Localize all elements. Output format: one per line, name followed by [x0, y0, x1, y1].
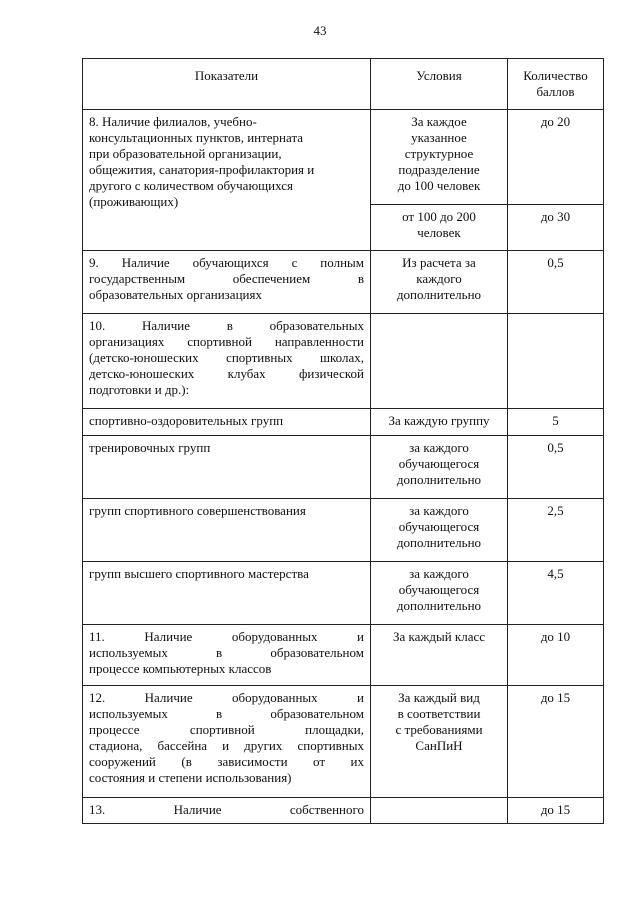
indicator-9: [83, 251, 371, 314]
table-row: [83, 499, 604, 562]
indicator-text: сооружений (в зависимости от их: [89, 754, 364, 769]
indicator-10a: спортивно-оздоровительных групп: [83, 409, 371, 436]
indicator-text: (детско-юношеских спортивных школах,: [89, 350, 364, 365]
indicator-10: [83, 314, 371, 409]
indicator-text: при образовательной организации,: [89, 146, 282, 161]
condition-8b: [371, 205, 508, 251]
indicator-text: 8. Наличие филиалов, учебно-: [89, 114, 257, 129]
condition-10a: За каждую группу: [371, 409, 508, 436]
condition-text: обучающегося: [398, 582, 480, 597]
condition-text: обучающегося: [398, 519, 480, 534]
indicator-text: государственным обеспечением в: [89, 271, 364, 286]
points-9: 0,5: [508, 251, 604, 314]
condition-10: [371, 314, 508, 409]
points-10b: 0,5: [508, 436, 604, 499]
points-12: до 15: [508, 686, 604, 798]
condition-text: дополнительно: [396, 535, 482, 550]
condition-text: За каждый вид: [398, 690, 480, 705]
condition-text: дополнительно: [396, 287, 482, 302]
condition-text: обучающегося: [398, 456, 480, 471]
condition-text: указанное: [411, 130, 467, 145]
points-10a: 5: [508, 409, 604, 436]
header-row: [83, 59, 604, 110]
header-indicators: Показатели: [83, 59, 371, 110]
points-13: до 15: [508, 798, 604, 824]
condition-10c: [371, 499, 508, 562]
header-points: Количество баллов: [508, 59, 604, 110]
condition-11: За каждый класс: [371, 625, 508, 686]
condition-9: [371, 251, 508, 314]
condition-10b: [371, 436, 508, 499]
condition-text: в соответствии: [397, 706, 481, 721]
condition-text: за каждого: [409, 440, 469, 455]
condition-text: дополнительно: [396, 472, 482, 487]
table-row: [83, 110, 604, 205]
table-row: [83, 798, 604, 824]
indicator-text: используемых в образовательном: [89, 706, 364, 721]
condition-text: структурное: [404, 146, 474, 161]
indicator-11: [83, 625, 371, 686]
condition-13: [371, 798, 508, 824]
condition-text: с требованиями: [395, 722, 483, 737]
indicator-text: используемых в образовательном: [89, 645, 364, 660]
condition-12: [371, 686, 508, 798]
condition-10d: [371, 562, 508, 625]
indicator-10c: групп спортивного совершенствования: [83, 499, 371, 562]
indicator-text: стадиона, бассейна и других спортивных: [89, 738, 364, 753]
condition-text: человек: [417, 225, 461, 240]
condition-text: до 100 человек: [397, 178, 481, 193]
indicator-text: (проживающих): [89, 194, 179, 209]
indicator-text: 12. Наличие оборудованных и: [89, 690, 364, 705]
indicator-text: подготовки и др.):: [89, 382, 190, 397]
table-row: [83, 314, 604, 409]
points-10: [508, 314, 604, 409]
table-row: [83, 562, 604, 625]
indicator-8: [83, 110, 371, 251]
condition-text: СанПиН: [415, 738, 463, 753]
condition-text: за каждого: [409, 503, 469, 518]
indicator-text: организациях спортивной направленности: [89, 334, 364, 349]
indicator-text: другого с количеством обучающихся: [89, 178, 294, 193]
indicator-text: 11. Наличие оборудованных и: [89, 629, 364, 644]
page-number: 43: [313, 23, 327, 38]
table-row: [83, 436, 604, 499]
header-conditions: Условия: [371, 59, 508, 110]
indicator-text: образовательных организациях: [89, 287, 262, 302]
indicator-10b: тренировочных групп: [83, 436, 371, 499]
condition-text: от 100 до 200: [402, 209, 476, 224]
points-11: до 10: [508, 625, 604, 686]
indicator-12: [83, 686, 371, 798]
indicator-10d: групп высшего спортивного мастерства: [83, 562, 371, 625]
indicator-text: состояния и степени использования): [89, 770, 292, 785]
condition-text: За каждое: [411, 114, 467, 129]
indicator-text: 10. Наличие в образовательных: [89, 318, 364, 333]
indicator-text: консультационных пунктов, интерната: [89, 130, 304, 145]
indicator-text: процессе спортивной площадки,: [89, 722, 364, 737]
indicator-13: [83, 798, 371, 824]
points-8b: до 30: [508, 205, 604, 251]
scoring-table: [82, 58, 604, 824]
condition-8a: [371, 110, 508, 205]
condition-text: каждого: [416, 271, 462, 286]
condition-text: подразделение: [398, 162, 480, 177]
indicator-text: общежития, санатория-профилактория и: [89, 162, 315, 177]
points-10c: 2,5: [508, 499, 604, 562]
table-row: [83, 251, 604, 314]
table-row: [83, 625, 604, 686]
points-8a: до 20: [508, 110, 604, 205]
indicator-text: детско-юношеских клубах физической: [89, 366, 364, 381]
indicator-text: 13. Наличие собственного: [89, 802, 364, 817]
table-row: [83, 686, 604, 798]
indicator-text: 9. Наличие обучающихся с полным: [89, 255, 364, 270]
table-row: [83, 409, 604, 436]
indicator-text: процессе компьютерных классов: [89, 661, 272, 676]
condition-text: за каждого: [409, 566, 469, 581]
points-10d: 4,5: [508, 562, 604, 625]
condition-text: Из расчета за: [402, 255, 476, 270]
condition-text: дополнительно: [396, 598, 482, 613]
